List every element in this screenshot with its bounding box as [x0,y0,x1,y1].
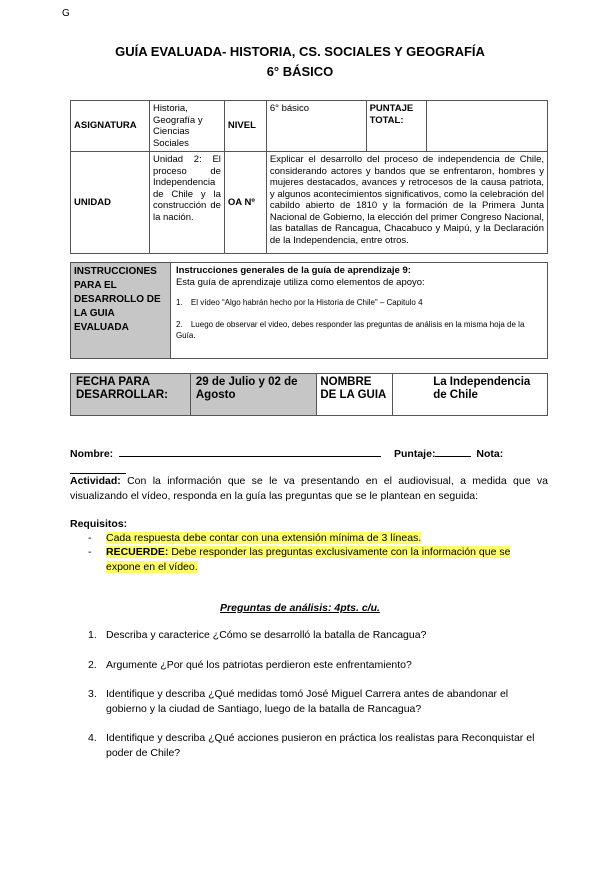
fecha-value: 29 de Julio y 02 de Agosto [190,374,316,416]
instructions-table [70,262,548,359]
instructions-content [170,263,547,359]
info-table [70,100,548,254]
questions-heading: Preguntas de análisis: 4pts. c/u. [220,602,380,614]
requirement-bullet: - [88,546,92,558]
requirements-label: Requisitos: [70,518,128,530]
puntaje-value[interactable] [426,101,547,152]
unidad-value: Unidad 2: El proceso de Independencia de Chile y la construcción de la nación. [149,152,224,254]
oa-value: Explicar el desarrollo del proceso de independencia de Chile, considerando actores y bandos que se enfrentaron, hombres y mujeres destacados, avances y retrocesos de la causa patriota, y algunos acontecimientos significativos, como la celebración del cabildo abierto de 1810 y la formación de la Primera Junta Nacional de Gobierno, la elección del primer Congreso Nacional, las batallas de Rancagua, Chacabuco y Maipú, y la Declaración de la Independencia, entre otros. [266,152,547,254]
asignatura-label: ASIGNATURA [71,101,150,152]
instructions-intro: Esta guía de aprendizaje utiliza como elementos de apoyo: [175,276,425,288]
instructions-item: 1. El vídeo “Algo habrán hecho por la Historia de Chile” – Capitulo 4 [175,298,423,307]
activity-text: Con la información que se le va presentando en el audiovisual, a medida que va visualizando el vídeo, responda en la guía las preguntas que se le plantean en seguida: [70,475,548,502]
puntaje-field[interactable] [435,445,471,457]
instructions-label: INSTRUCCIONES PARA EL DESARROLLO DE LA GUIA EVALUADA [71,263,171,359]
requirement-bullet: - [88,532,92,544]
nombre-guia-value: La Independencia de Chile [393,374,548,416]
page-title: GUÍA EVALUADA- HISTORIA, CS. SOCIALES Y GEOGRAFÍA [115,44,485,59]
nota-label: Nota: [476,448,504,460]
puntaje-label-line: Puntaje: [394,448,436,460]
page-subtitle: 6° BÁSICO [266,64,334,79]
nombre-guia-label: NOMBRE DE LA GUIA [317,374,393,416]
dates-table [70,373,548,416]
instructions-item: 2. Luego de observar el video, debes responder las preguntas de análisis en la misma hoja de la Guía. [175,319,525,340]
nivel-value: 6° básico [266,101,366,152]
instructions-heading: Instrucciones generales de la guía de aprendizaje 9: [175,265,411,276]
nota-field[interactable] [70,462,126,474]
asignatura-value: Historia, Geografía y Ciencias Sociales [149,101,224,152]
activity-label: Actividad: [70,475,121,487]
fecha-label: FECHA PARA DESARROLLAR: [71,374,191,416]
nombre-label: Nombre: [70,448,114,460]
nombre-field[interactable] [119,445,381,457]
activity-paragraph [70,474,548,504]
requirement-item-2: RECUERDE: Debe responder las preguntas exclusivamente con la información que se expone en el vídeo. [106,546,511,573]
oa-label: OA Nº [224,152,266,254]
puntaje-label: PUNTAJE TOTAL: [366,101,426,152]
corner-mark: G [62,8,70,19]
nivel-label: NIVEL [224,101,266,152]
requirement-item-1: Cada respuesta debe contar con una extensión mínima de 3 líneas. [106,532,422,544]
unidad-label: UNIDAD [71,152,150,254]
